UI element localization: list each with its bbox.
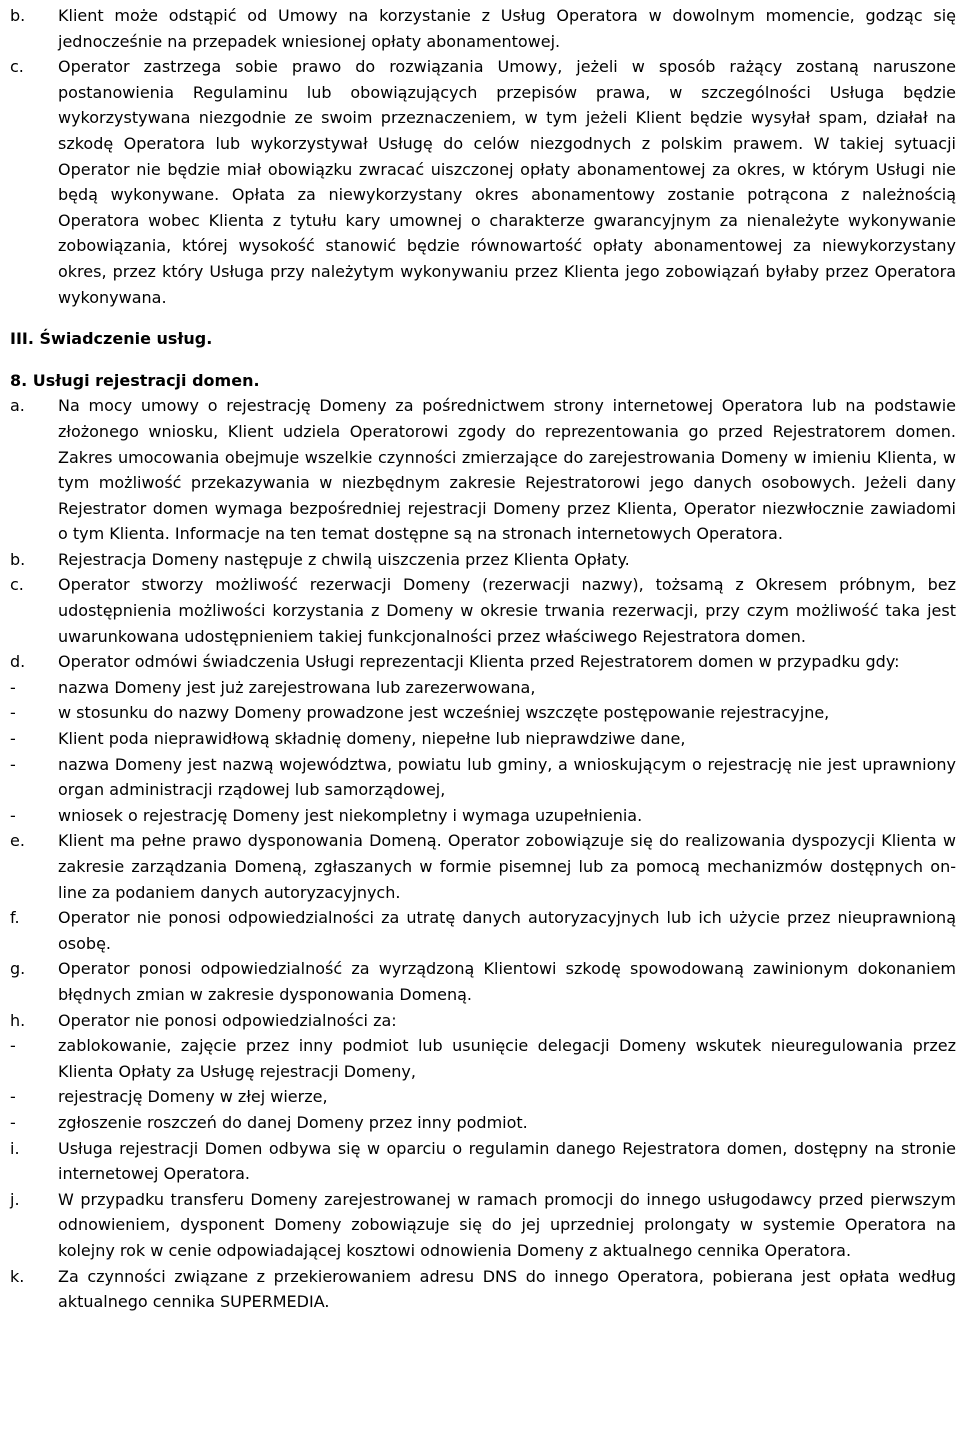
list-marker: b. bbox=[10, 6, 26, 25]
list-item-text: Klient może odstąpić od Umowy na korzystanie z Usług Operatora w dowolnym momencie, godząc się jednocześnie na przepadek wniesionej opłaty abonamentowej. bbox=[58, 6, 956, 51]
list-item-text: rejestrację Domeny w złej wierze, bbox=[58, 1087, 328, 1107]
list-item-text: wniosek o rejestrację Domeny jest niekompletny i wymaga uzupełnienia. bbox=[58, 805, 643, 825]
list-marker: - bbox=[10, 729, 16, 749]
bullet-item bbox=[0, 752, 960, 803]
list-marker: - bbox=[10, 1087, 16, 1107]
list-marker: - bbox=[10, 805, 16, 825]
list-marker: - bbox=[10, 677, 16, 697]
list-item-text: nazwa Domeny jest nazwą województwa, powiatu lub gminy, a wnioskującym o rejestrację nie jest uprawniony organ administracji rządowej lub samorządowej, bbox=[58, 754, 956, 800]
list-item-text: Operator odmówi świadczenia Usługi reprezentacji Klienta przed Rejestratorem domen w przypadku gdy: bbox=[58, 652, 900, 672]
list-item-text: Na mocy umowy o rejestrację Domeny za pośrednictwem strony internetowej Operatora lub na podstawie złożonego wniosku, Klient udziela Operatorowi zgody do reprezentowania go przed Rejestratorem domen. Zakres umocowania obejmuje wszelkie czynności zmierzające do zarejestrowania Domeny w imieniu Klienta, w tym możliwość przekazywania w niezbędnym zakresie Rejestratorowi jego danych osobowych. Jeżeli dany Rejestrator domen wymaga bezpośredniej rejestracji Domeny przez Klienta, Operator niezwłocznie zawiadomi o tym Klienta. Informacje na ten temat dostępne są na stronach internetowych Operatora. bbox=[58, 396, 956, 544]
list-marker: i. bbox=[10, 1138, 20, 1158]
list-marker: c. bbox=[10, 575, 24, 595]
list-marker: k. bbox=[10, 1266, 25, 1286]
list-item-text: Rejestracja Domeny następuje z chwilą uiszczenia przez Klienta Opłaty. bbox=[58, 549, 630, 569]
list-item-text: Klient poda nieprawidłową składnię domeny, niepełne lub nieprawdziwe dane, bbox=[58, 729, 686, 749]
list-item-text: Klient ma pełne prawo dysponowania Domeną. Operator zobowiązuje się do realizowania dyspozycji Klienta w zakresie zarządzania Domeną, zgłaszanych w formie pisemnej lub za pomocą mechanizmów dostępnych on-line za podaniem danych autoryzacyjnych. bbox=[58, 831, 956, 902]
bullet-item bbox=[0, 1033, 960, 1084]
list-marker: h. bbox=[10, 1010, 26, 1030]
list-marker: c. bbox=[10, 57, 24, 77]
list-marker: b. bbox=[10, 549, 26, 569]
list-item-text: Operator nie ponosi odpowiedzialności za: bbox=[58, 1010, 397, 1030]
list-item bbox=[0, 572, 960, 649]
bullet-item bbox=[0, 700, 960, 726]
list-marker: f. bbox=[10, 908, 20, 928]
list-item bbox=[0, 54, 960, 310]
list-item bbox=[0, 1136, 960, 1187]
bullet-item bbox=[0, 1110, 960, 1136]
subsection-title: 8. Usługi rejestracji domen. bbox=[10, 370, 260, 390]
list-marker: a. bbox=[10, 396, 25, 416]
list-item bbox=[0, 1008, 960, 1034]
list-item-text: Operator zastrzega sobie prawo do rozwiązania Umowy, jeżeli w sposób rażący zostaną naruszone postanowienia Regulaminu lub obowiązujących przepisów prawa, w szczególności Usługa będzie wykorzystywana niezgodnie ze swoim przeznaczeniem, w tym jeżeli Klient będzie wysyłał spam, działał na szkodę Operatora lub wykorzystywał Usługę do celów niezgodnych z polskim prawem. W takiej sytuacji Operator nie będzie miał obowiązku zwracać uiszczonej opłaty abonamentowej za okres, w którym Usługi nie będą wykonywane. Opłata za niewykorzystany okres abonamentowy zostanie potrącona z należnością Operatora wobec Klienta z tytułu kary umownej o charakterze gwarancyjnym za nienależyte wykonywanie zobowiązania, której wysokość stanowić będzie równowartość opłaty abonamentowej za niewykorzystany okres, przez który Usługa przy należytym wykonywaniu przez Klienta jego zobowiązań byłaby przez Operatora wykonywana. bbox=[58, 57, 956, 307]
bullet-item bbox=[0, 726, 960, 752]
list-item-text: zgłoszenie roszczeń do danej Domeny przez inny podmiot. bbox=[58, 1112, 528, 1132]
list-marker: e. bbox=[10, 831, 25, 851]
list-marker: g. bbox=[10, 959, 26, 979]
list-marker: d. bbox=[10, 652, 26, 672]
list-item bbox=[0, 3, 960, 54]
list-item-text: Operator nie ponosi odpowiedzialności za utratę danych autoryzacyjnych lub ich użycie przez nieuprawnioną osobę. bbox=[58, 908, 956, 953]
list-item-text: w stosunku do nazwy Domeny prowadzone jest wcześniej wszczęte postępowanie rejestracyjne, bbox=[58, 703, 830, 723]
list-item-text: Operator stworzy możliwość rezerwacji Domeny (rezerwacji nazwy), tożsamą z Okresem próbnym, bez udostępnienia możliwości korzystania z Domeny w okresie trwania rezerwacji, przy czym możliwość taka jest uwarunkowana udostępnieniem takiej funkcjonalności przez właściwego Rejestratora domen. bbox=[58, 575, 956, 646]
list-item-text: Usługa rejestracji Domen odbywa się w oparciu o regulamin danego Rejestratora domen, dostępny na stronie internetowej Operatora. bbox=[58, 1138, 956, 1184]
bullet-item bbox=[0, 1084, 960, 1110]
list-item bbox=[0, 828, 960, 905]
list-marker: - bbox=[10, 1112, 16, 1132]
list-item bbox=[0, 956, 960, 1007]
list-marker: - bbox=[10, 703, 16, 723]
list-item bbox=[0, 1187, 960, 1264]
list-item bbox=[0, 1264, 960, 1315]
section-title: III. Świadczenie usług. bbox=[10, 329, 213, 349]
list-item-text: zablokowanie, zajęcie przez inny podmiot lub usunięcie delegacji Domeny wskutek nieuregulowania przez Klienta Opłaty za Usługę rejestracji Domeny, bbox=[58, 1036, 956, 1081]
list-marker: - bbox=[10, 754, 16, 774]
list-item-text: Za czynności związane z przekierowaniem adresu DNS do innego Operatora, pobierana jest opłata według aktualnego cennika SUPERMEDIA. bbox=[58, 1266, 956, 1312]
list-item bbox=[0, 547, 960, 573]
bullet-item bbox=[0, 675, 960, 701]
list-item-text: Operator ponosi odpowiedzialność za wyrządzoną Klientowi szkodę spowodowaną zawinionym dokonaniem błędnych zmian w zakresie dysponowania Domeną. bbox=[58, 959, 956, 1004]
list-item bbox=[0, 649, 960, 675]
list-item-text: nazwa Domeny jest już zarejestrowana lub zarezerwowana, bbox=[58, 677, 536, 697]
list-item bbox=[0, 905, 960, 956]
items-list bbox=[0, 393, 960, 1314]
intro-list bbox=[0, 3, 960, 310]
list-marker: j. bbox=[10, 1189, 20, 1209]
list-marker: - bbox=[10, 1036, 16, 1056]
list-item bbox=[0, 393, 960, 547]
bullet-item bbox=[0, 803, 960, 829]
list-item-text: W przypadku transferu Domeny zarejestrowanej w ramach promocji do innego usługodawcy przed pierwszym odnowieniem, dysponent Domeny zobowiązuje się do jej uprzedniej prolongaty w systemie Operatora na kolejny rok w cenie odpowiadającej kosztowi odnowienia Domeny z aktualnego cennika Operatora. bbox=[58, 1189, 956, 1260]
